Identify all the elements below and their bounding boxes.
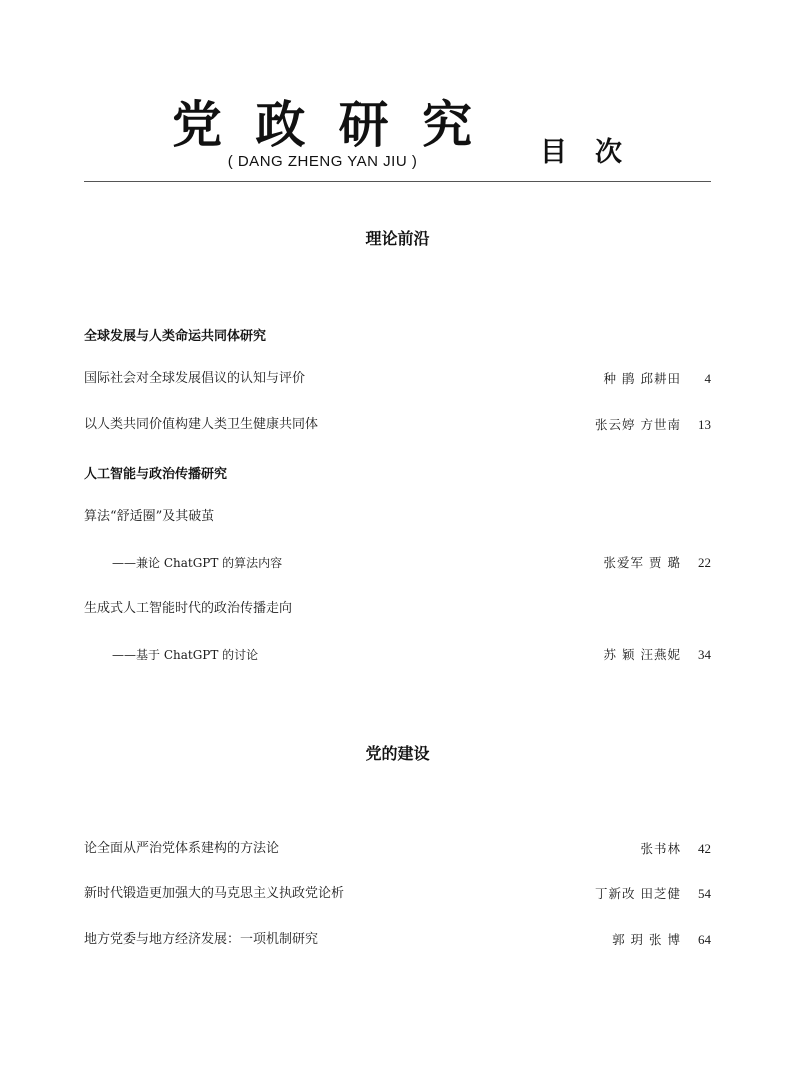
entry-page: 54 bbox=[698, 886, 711, 901]
toc-entry[interactable] bbox=[84, 369, 711, 389]
entry-page: 22 bbox=[698, 555, 711, 570]
entry-title: 地方党委与地方经济发展：一项机制研究 bbox=[84, 932, 319, 947]
contents-heading-char: 次 bbox=[595, 137, 622, 168]
section-title: 党的建设 bbox=[365, 744, 430, 763]
entry-page: 34 bbox=[698, 647, 711, 662]
group-title: 全球发展与人类命运共同体研究 bbox=[84, 329, 267, 344]
section-title: 理论前沿 bbox=[365, 229, 430, 248]
entry-title: 生成式人工智能时代的政治传播走向 bbox=[84, 601, 293, 616]
toc-entry[interactable] bbox=[84, 599, 711, 619]
entry-authors: 张爱军 贾 璐 bbox=[603, 555, 681, 570]
entry-subtitle: ——兼论 ChatGPT 的算法内容 bbox=[112, 556, 283, 570]
entry-authors: 苏 颖 汪燕妮 bbox=[603, 647, 681, 662]
entry-page: 13 bbox=[698, 417, 711, 432]
toc-entry[interactable] bbox=[84, 839, 711, 859]
journal-title-char: 研 bbox=[338, 95, 389, 154]
toc-entry[interactable] bbox=[84, 930, 711, 950]
entry-page: 4 bbox=[704, 371, 711, 386]
entry-subtitle: ——基于 ChatGPT 的讨论 bbox=[112, 648, 259, 662]
journal-pinyin: ( DANG ZHENG YAN JIU ) bbox=[227, 153, 418, 170]
entry-title: 算法“舒适圈”及其破茧 bbox=[84, 509, 215, 524]
entry-page: 42 bbox=[698, 841, 711, 856]
toc-entry[interactable] bbox=[84, 884, 711, 904]
entry-title: 论全面从严治党体系建构的方法论 bbox=[84, 841, 280, 856]
group-title: 人工智能与政治传播研究 bbox=[84, 467, 228, 482]
entry-page: 64 bbox=[698, 932, 711, 947]
toc-entry[interactable] bbox=[84, 415, 711, 435]
contents-heading-char: 目 bbox=[540, 137, 567, 168]
entry-title: 国际社会对全球发展倡议的认知与评价 bbox=[84, 371, 306, 386]
entry-authors: 张书林 bbox=[640, 841, 681, 856]
journal-title-char: 政 bbox=[255, 95, 306, 154]
entry-title: 新时代锻造更加强大的马克思主义执政党论析 bbox=[84, 886, 345, 901]
entry-authors: 郭 玥 张 博 bbox=[612, 932, 681, 947]
header-rule bbox=[84, 181, 711, 182]
toc-entry-subtitle[interactable] bbox=[84, 645, 711, 665]
journal-title bbox=[172, 92, 472, 158]
entry-authors: 种 鹃 邱耕田 bbox=[603, 371, 681, 386]
entry-authors: 丁新改 田芝健 bbox=[595, 886, 681, 901]
entry-authors: 张云婷 方世南 bbox=[595, 417, 681, 432]
entry-title: 以人类共同价值构建人类卫生健康共同体 bbox=[84, 417, 319, 432]
toc-entry-subtitle[interactable] bbox=[84, 553, 711, 573]
contents-heading bbox=[540, 130, 622, 169]
journal-title-char: 党 bbox=[172, 95, 222, 154]
journal-title-char: 究 bbox=[421, 95, 472, 154]
toc-entry[interactable] bbox=[84, 507, 711, 527]
